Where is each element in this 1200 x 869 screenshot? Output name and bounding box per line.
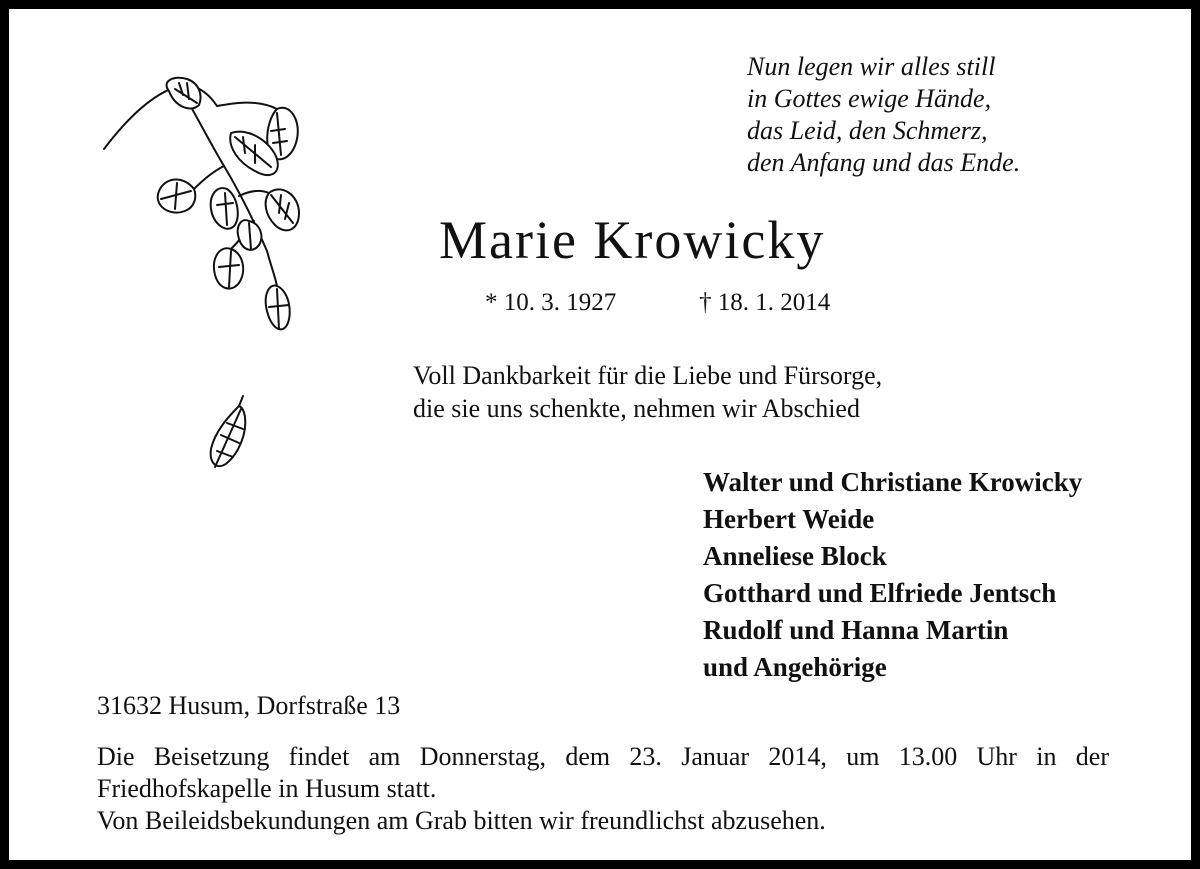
condolence-note: Von Beileidsbekundungen am Grab bitten wir freundlichst abzusehen.	[97, 806, 826, 835]
gratitude-line: die sie uns schenkte, nehmen wir Abschied	[413, 394, 860, 423]
address: 31632 Husum, Dorfstraße 13	[97, 691, 401, 720]
funeral-line: Die Beisetzung findet am Donnerstag, dem 23. Januar 2014, um 13.00 Uhr in der	[97, 742, 1109, 771]
mourner-entry: Rudolf und Hanna Martin	[703, 615, 1009, 645]
poem	[747, 51, 1020, 179]
mourner-entry: und Angehörige	[703, 652, 887, 682]
poem-line: den Anfang und das Ende.	[747, 148, 1021, 177]
mourner-entry: Walter und Christiane Krowicky	[703, 467, 1083, 497]
poem-line: das Leid, den Schmerz,	[747, 116, 988, 145]
deceased-name: Marie Krowicky	[439, 210, 826, 270]
birch-branch-icon	[99, 71, 314, 481]
funeral-info	[97, 741, 1109, 837]
mourners-list	[703, 464, 1082, 686]
mourner-entry: Anneliese Block	[703, 541, 887, 571]
death-date: † 18. 1. 2014	[699, 289, 831, 316]
mourner-entry: Herbert Weide	[703, 504, 875, 534]
poem-line: in Gottes ewige Hände,	[747, 84, 992, 113]
birth-date: * 10. 3. 1927	[485, 289, 617, 316]
funeral-line: Friedhofskapelle in Husum statt.	[97, 774, 437, 803]
mourner-entry: Gotthard und Elfriede Jentsch	[703, 578, 1057, 608]
poem-line: Nun legen wir alles still	[747, 52, 996, 81]
gratitude-line: Voll Dankbarkeit für die Liebe und Fürsorge,	[413, 361, 883, 390]
gratitude-text	[413, 359, 882, 425]
